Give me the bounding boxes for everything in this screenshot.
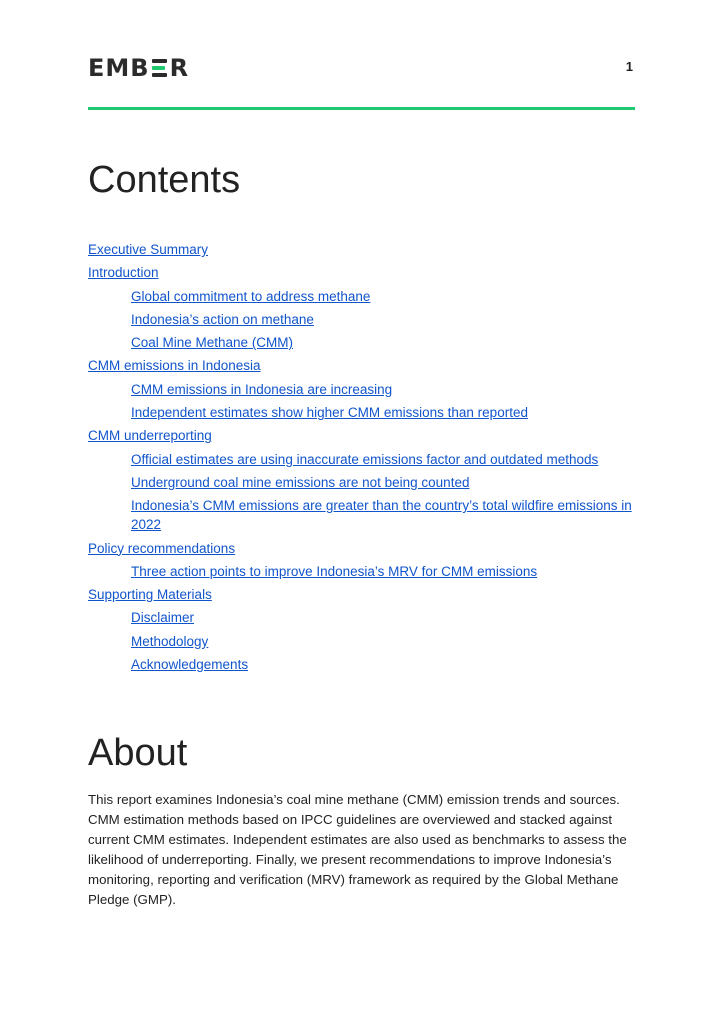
toc-item: [88, 287, 635, 306]
logo-letter-m: M: [105, 54, 131, 82]
ember-logo: [88, 56, 189, 80]
table-of-contents: [88, 240, 635, 678]
toc-item: [88, 496, 635, 534]
logo-letter-r: R: [169, 54, 190, 82]
logo-letter-b: B: [130, 54, 150, 82]
toc-item: [88, 608, 635, 627]
toc-link[interactable]: Underground coal mine emissions are not being counted: [131, 474, 470, 490]
toc-item: [88, 403, 635, 422]
toc-link[interactable]: Policy recommendations: [88, 540, 236, 556]
toc-link[interactable]: Supporting Materials: [88, 587, 212, 603]
toc-link[interactable]: Three action points to improve Indonesia’s MRV for CMM emissions: [131, 563, 538, 579]
toc-link[interactable]: Acknowledgements: [131, 657, 249, 673]
toc-item: [88, 450, 635, 469]
toc-item: [88, 356, 635, 375]
toc-item: [88, 539, 635, 558]
about-heading: About: [88, 732, 188, 774]
toc-item: [88, 655, 635, 674]
toc-link[interactable]: Global commitment to address methane: [131, 288, 371, 304]
toc-link[interactable]: Official estimates are using inaccurate emissions factor and outdated methods: [131, 451, 599, 467]
toc-item: [88, 562, 635, 581]
toc-link[interactable]: Independent estimates show higher CMM emissions than reported: [131, 405, 528, 421]
toc-item: [88, 473, 635, 492]
toc-link[interactable]: Indonesia’s action on methane: [131, 311, 314, 327]
header-divider: [88, 107, 635, 110]
toc-link[interactable]: Executive Summary: [88, 242, 209, 257]
toc-link[interactable]: Coal Mine Methane (CMM): [131, 335, 294, 351]
page-header: [88, 56, 635, 86]
toc-link[interactable]: Introduction: [88, 265, 159, 281]
toc-link[interactable]: Indonesia’s CMM emissions are greater than the country’s total wildfire emissions in 2022: [131, 498, 632, 533]
toc-link[interactable]: Disclaimer: [131, 610, 195, 626]
toc-item: [88, 380, 635, 399]
toc-item: [88, 310, 635, 329]
toc-item: [88, 333, 635, 352]
about-paragraph: This report examines Indonesia’s coal mine methane (CMM) emission trends and sources. CMM estimation methods based on IPCC guidelines are overviewed and stacked against current CMM estimates. Independent estimates are also used as benchmarks to assess the likelihood of underreporting. Finally, we present recommendations to improve Indonesia’s monitoring, reporting and verification (MRV) framework as required by the Global Methane Pledge (GMP).: [88, 792, 627, 907]
toc-item: [88, 585, 635, 604]
toc-link[interactable]: CMM underreporting: [88, 428, 212, 444]
contents-heading: Contents: [88, 159, 241, 201]
toc-link[interactable]: CMM emissions in Indonesia: [88, 358, 261, 374]
toc-link[interactable]: Methodology: [131, 633, 209, 649]
toc-item: [88, 263, 635, 282]
toc-item: [88, 240, 635, 259]
toc-link[interactable]: CMM emissions in Indonesia are increasing: [131, 381, 393, 397]
logo-letter-e: E: [88, 54, 106, 82]
page-number: 1: [625, 59, 633, 74]
logo-stylized-e-icon: [152, 59, 167, 77]
toc-item: [88, 632, 635, 651]
toc-item: [88, 426, 635, 445]
